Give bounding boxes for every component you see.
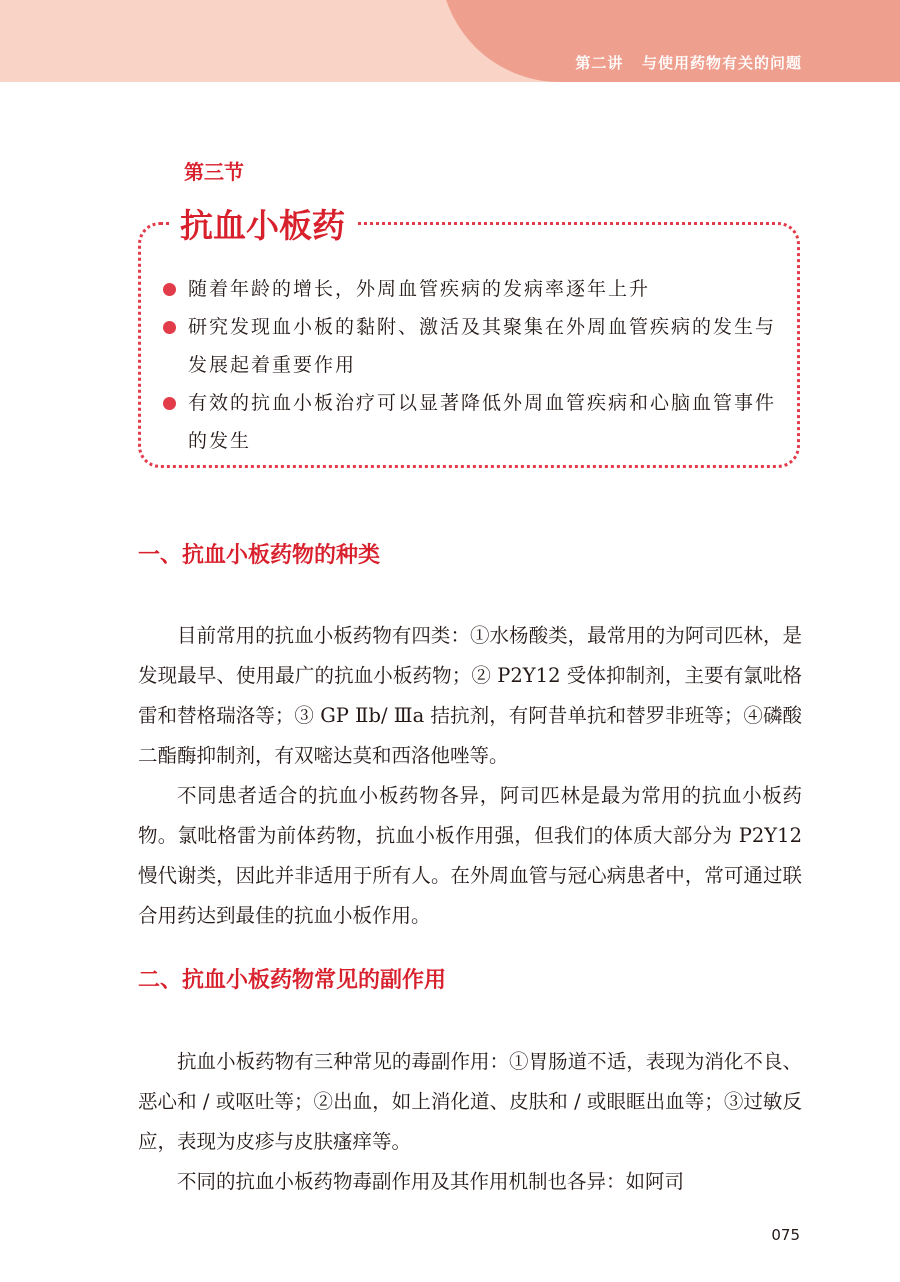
bullet-dot-icon <box>163 321 176 334</box>
running-title: 第二讲 与使用药物有关的问题 <box>575 54 802 72</box>
page-number: 075 <box>771 1226 800 1244</box>
summary-item <box>160 308 790 384</box>
summary-item-text: 随着年龄的增长，外周血管疾病的发病率逐年上升 <box>188 278 651 300</box>
paragraph-types-2: 不同患者适合的抗血小板药物各异，阿司匹林是最为常用的抗血小板药物。氯吡格雷为前体药物，抗血小板作用强，但我们的体质大部分为 P2Y12 慢代谢类，因此并非适用于所有人。在外周血管与冠心病患者中，常可通过联合用药达到最佳的抗血小板作用。 <box>138 784 802 927</box>
summary-item-text: 有效的抗血小板治疗可以显著降低外周血管疾病和心脑血管事件的发生 <box>188 392 777 452</box>
heading-side-effects: 二、抗血小板药物常见的副作用 <box>138 968 447 993</box>
paragraph-side-effects-1: 抗血小板药物有三种常见的毒副作用：①胃肠道不适，表现为消化不良、恶心和 / 或呕吐等；②出血，如上消化道、皮肤和 / 或眼眶出血等；③过敏反应，表现为皮疹与皮肤瘙痒等。 <box>138 1050 802 1153</box>
summary-item <box>160 384 790 460</box>
paragraph-side-effects-2: 不同的抗血小板药物毒副作用及其作用机制也各异：如阿司 <box>177 1170 685 1193</box>
bullet-dot-icon <box>163 283 176 296</box>
heading-types: 一、抗血小板药物的种类 <box>138 543 381 568</box>
section-title: 抗血小板药 <box>170 200 355 252</box>
paragraph-types-1: 目前常用的抗血小板药物有四类：①水杨酸类，最常用的为阿司匹林，是发现最早、使用最广的抗血小板药物；② P2Y12 受体抑制剂，主要有氯吡格雷和替格瑞洛等；③ GP Ⅱb/ Ⅲa 拮抗剂，有阿昔单抗和替罗非班等；④磷酸二酯酶抑制剂，有双嘧达莫和西洛他唑等。 <box>138 624 802 767</box>
bullet-dot-icon <box>163 397 176 410</box>
summary-item-text: 研究发现血小板的黏附、激活及其聚集在外周血管疾病的发生与发展起着重要作用 <box>188 316 777 376</box>
summary-item <box>160 270 790 308</box>
header-band <box>0 0 900 82</box>
section-label: 第三节 <box>184 160 244 184</box>
summary-list <box>160 270 790 460</box>
